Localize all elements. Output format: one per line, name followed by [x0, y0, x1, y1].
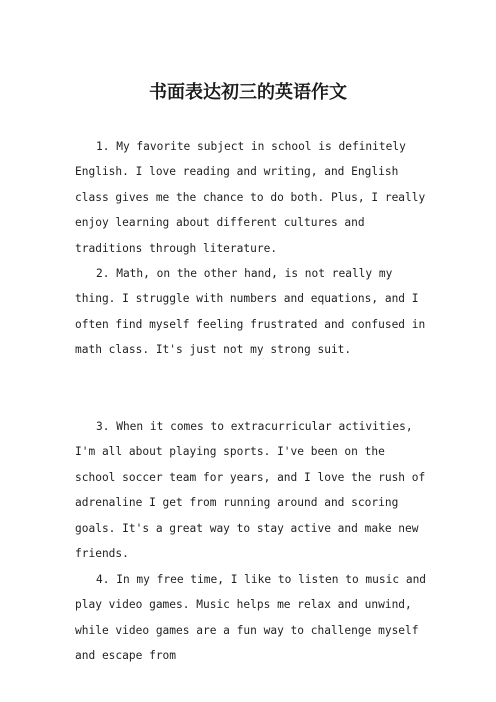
page-title: 书面表达初三的英语作文	[149, 82, 347, 103]
paragraph-2: 2. Math, on the other hand, is not really my thing. I struggle with numbers and equations, and I often find myself feeling frustrated and confused in math class. It's just not my strong suit.	[75, 267, 426, 357]
paragraph-3: 3. When it comes to extracurricular activities, I'm all about playing sports. I've been on the school soccer team for years, and I love the rush of adrenaline I get from running around and scoring goals. It's a great way to stay active and make new friends.	[75, 420, 426, 561]
paragraph-1: 1. My favorite subject in school is definitely English. I love reading and writing, and English class gives me the chance to do both. Plus, I really enjoy learning about different cultures and traditions through literature.	[75, 140, 426, 255]
paragraph-4: 4. In my free time, I like to listen to music and play video games. Music helps me relax and unwind, while video games are a fun way to challenge myself and escape from	[75, 573, 427, 663]
